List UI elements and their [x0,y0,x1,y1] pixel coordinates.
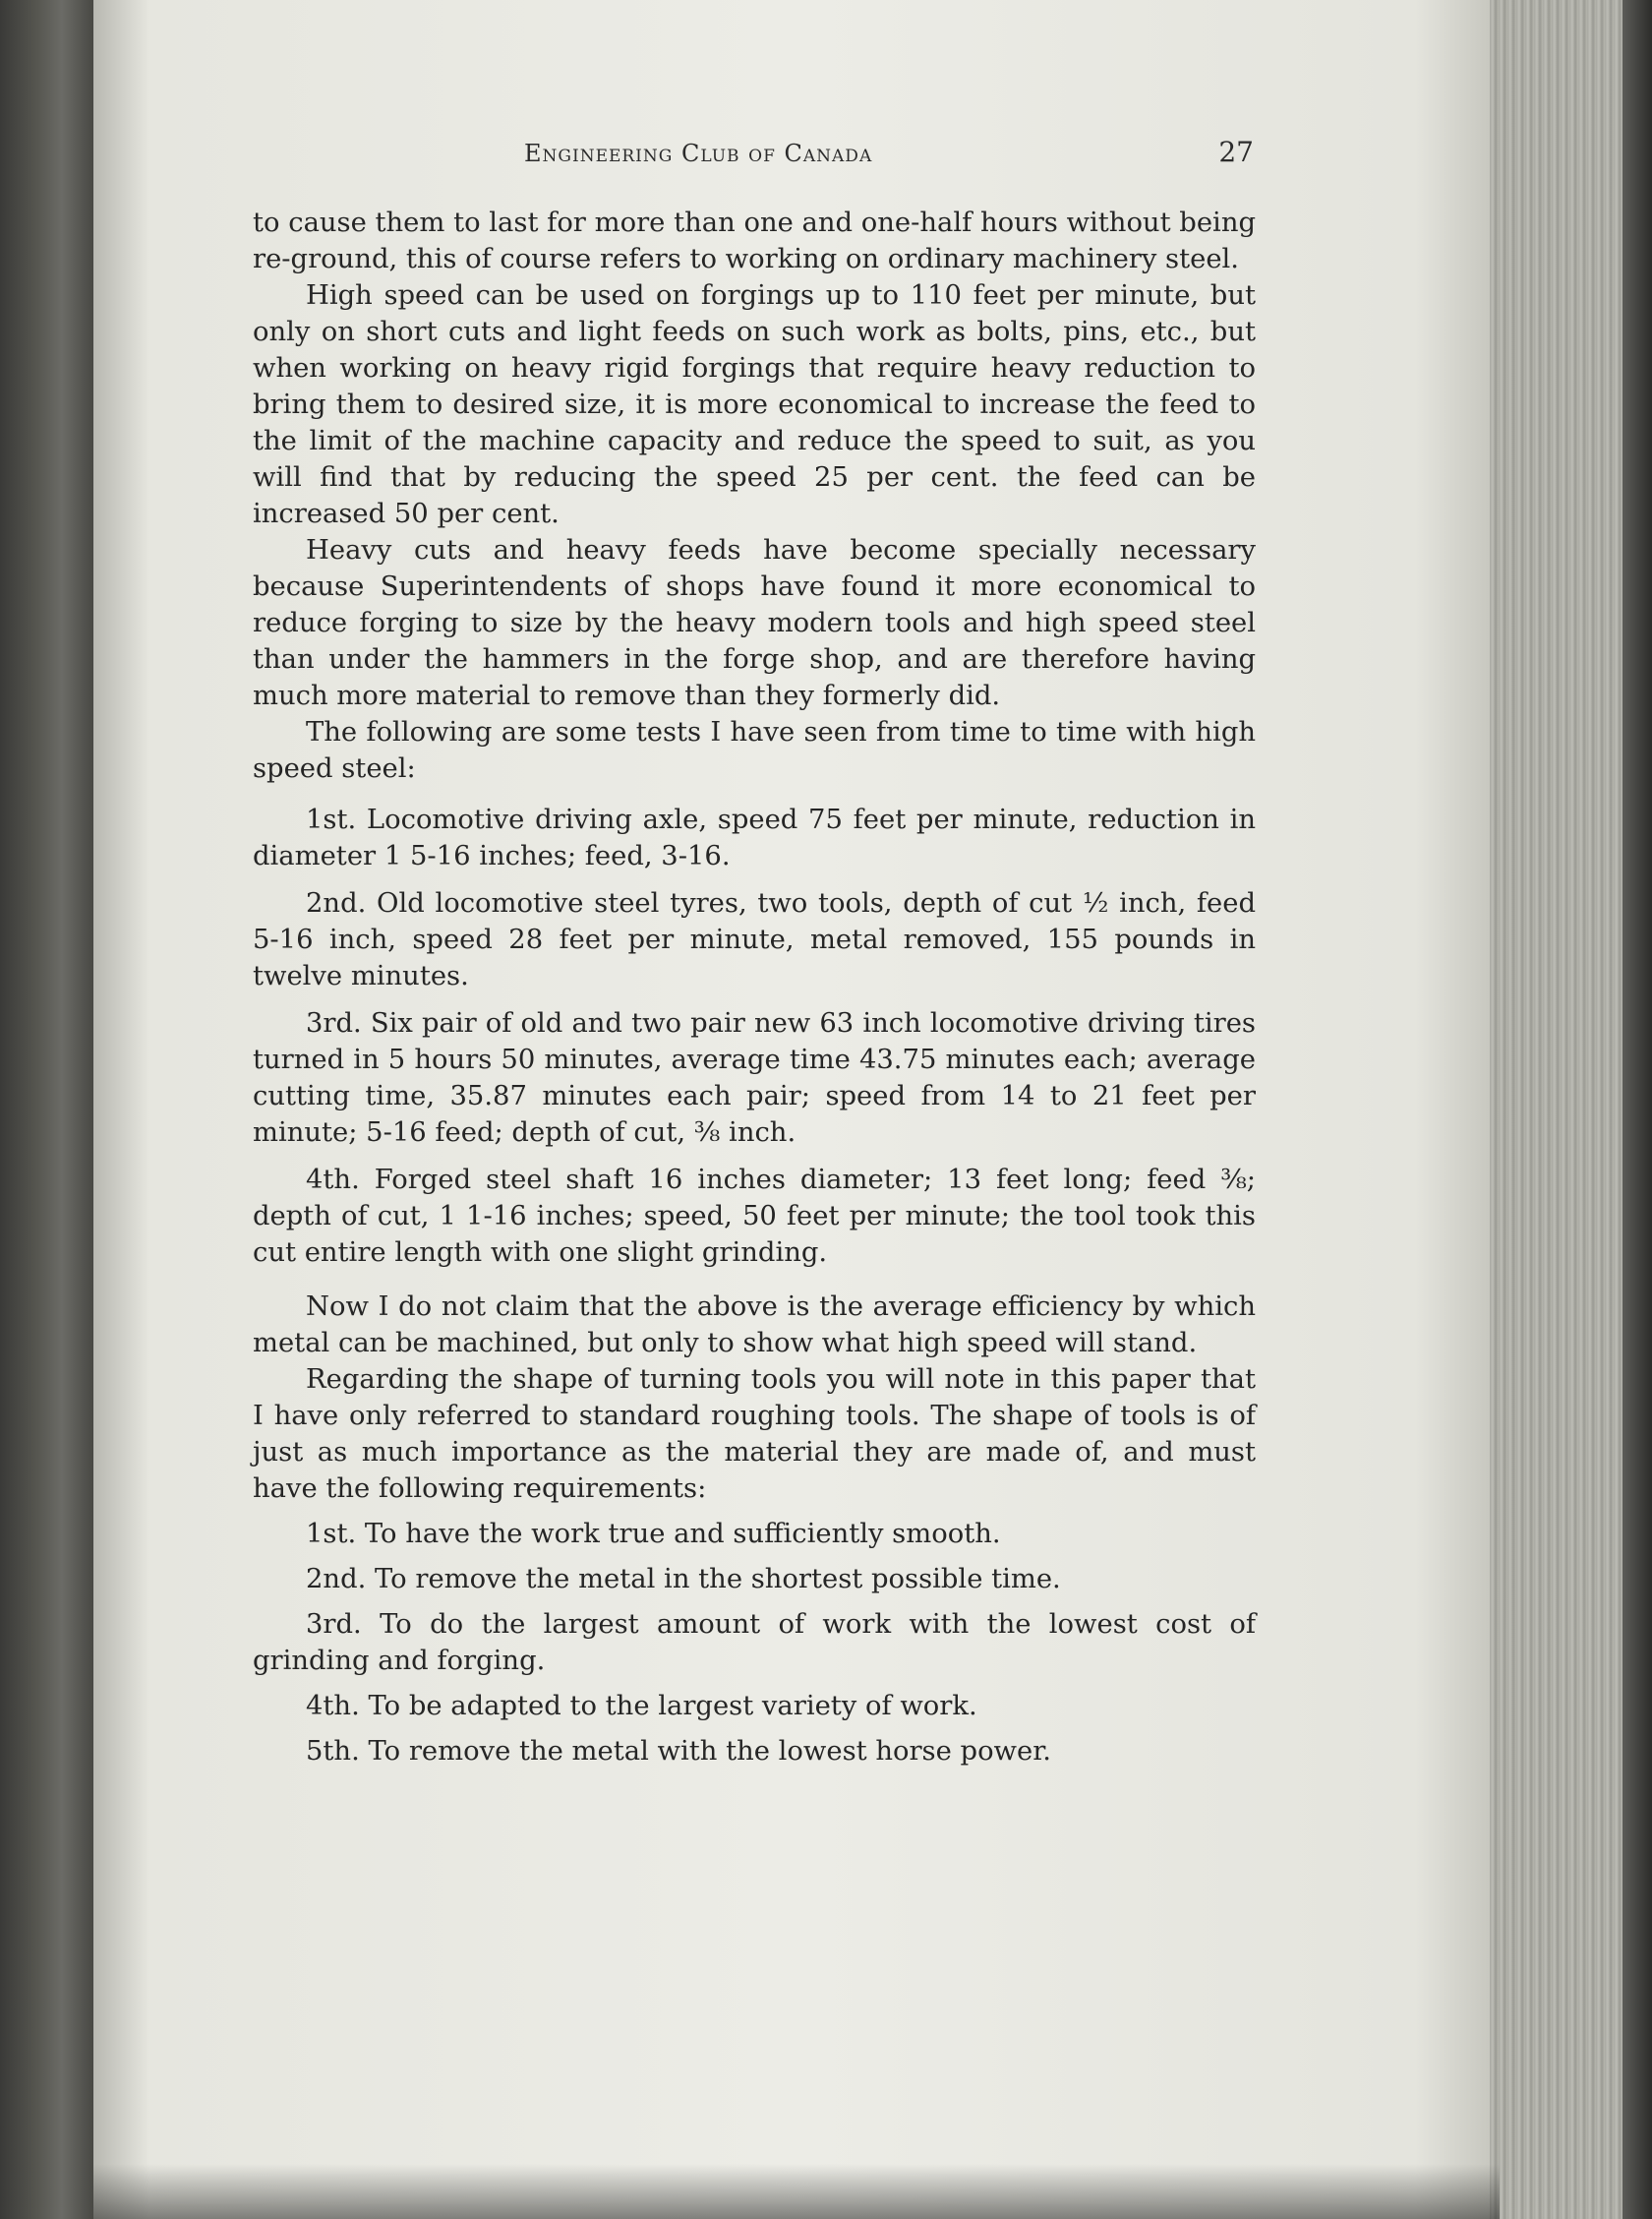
test-item: 3rd. Six pair of old and two pair new 63 inch locomotive driving tires turned in 5 hours 50 minutes, average time 43.75 minutes each; average cutting time, 35.87 minutes each pair; speed from 14 to 21 feet per minute; 5-16 feed; depth of cut, ⅜ inch. [253,1008,1256,1148]
page-bottom-shadow [93,2164,1500,2219]
requirement-item: 3rd. To do the largest amount of work with the lowest cost of grinding and forging. [253,1609,1256,1676]
paragraph: Regarding the shape of turning tools you will note in this paper that I have only referred to standard roughing tools. The shape of tools is of just as much importance as the material they are made of, and must have the following requirements: [253,1364,1256,1504]
test-item: 2nd. Old locomotive steel tyres, two tools, depth of cut ½ inch, feed 5-16 inch, speed 28 feet per minute, metal removed, 155 pounds in twelve minutes. [253,888,1256,991]
page-stack-edge [1490,0,1652,2219]
paragraph: High speed can be used on forgings up to 110 feet per minute, but only on short cuts and light feeds on such work as bolts, pins, etc., but when working on heavy rigid forgings that require heavy reduction to bring them to desired size, it is more economical to increase the feed to the limit of the machine capacity and reduce the speed to suit, as you will find that by reducing the speed 25 per cent. the feed can be increased 50 per cent. [253,280,1256,529]
test-item: 4th. Forged steel shaft 16 inches diameter; 13 feet long; feed ⅜; depth of cut, 1 1-16 inches; speed, 50 feet per minute; the tool took this cut entire length with one slight grinding. [253,1165,1256,1268]
page-header [251,136,1254,175]
requirement-item: 1st. To have the work true and sufficiently smooth. [306,1519,1001,1549]
paragraph: The following are some tests I have seen from time to time with high speed steel: [253,717,1256,784]
paragraph: Heavy cuts and heavy feeds have become specially necessary because Superintendents of shops have found it more economical to reduce forging to size by the heavy modern tools and high speed steel than under the hammers in the forge shop, and are therefore having much more material to remove than they formerly did. [253,535,1256,711]
body-text [253,205,1256,1769]
requirement-item: 4th. To be adapted to the largest variety of work. [306,1691,977,1721]
book-binding-left [0,0,103,2219]
requirement-item: 5th. To remove the metal with the lowest horse power. [306,1736,1052,1767]
paragraph: to cause them to last for more than one and one-half hours without being re-ground, this of course refers to working on ordinary machinery steel. [253,208,1256,274]
paragraph: Now I do not claim that the above is the average efficiency by which metal can be machined, but only to show what high speed will stand. [253,1291,1256,1358]
test-item: 1st. Locomotive driving axle, speed 75 feet per minute, reduction in diameter 1 5-16 inches; feed, 3-16. [253,805,1256,871]
page-number: 27 [1218,136,1254,168]
requirement-item: 2nd. To remove the metal in the shortest possible time. [306,1564,1061,1594]
running-title: Engineering Club of Canada [524,140,873,167]
